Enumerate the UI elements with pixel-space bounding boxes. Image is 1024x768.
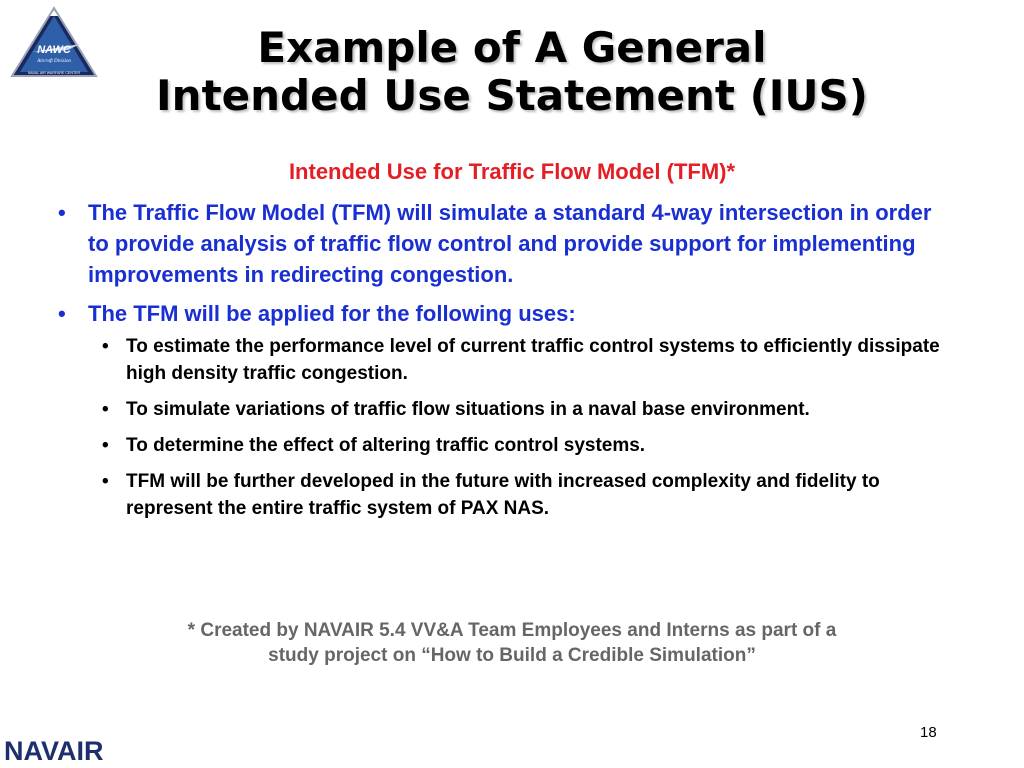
page-number: 18 [920,724,937,741]
sub-bullet-item-1 [96,333,958,387]
bullet-item-1 [58,197,958,290]
page-title [0,24,1024,120]
logo-text-bottom: NAVAL AIR WARFARE CENTER [27,71,81,75]
sub-bullet-text: To estimate the performance level of current traffic control systems to efficiently dissipate high density traffic congestion. [126,336,940,384]
bullet-symbol: • [58,200,66,225]
bullet-text: The TFM will be applied for the following uses: [88,301,576,326]
footnote-line-1: * Created by NAVAIR 5.4 VV&A Team Employees and Interns as part of a [187,620,837,641]
sub-bullet-item-4 [96,468,958,522]
sub-bullet-symbol: • [102,435,109,456]
footnote [0,618,1024,668]
subtitle: Intended Use for Traffic Flow Model (TFM)* [288,159,736,184]
sub-bullet-text: To simulate variations of traffic flow situations in a naval base environment. [126,399,810,420]
title-line-1: Example of A General [257,23,767,72]
bullet-list [58,197,958,531]
footnote-line-2: study project on “How to Build a Credible Simulation” [268,645,756,666]
sub-bullet-text: To determine the effect of altering traffic control systems. [126,435,646,456]
sub-bullet-list [96,333,958,522]
bullet-symbol: • [58,301,66,326]
sub-bullet-item-2 [96,396,958,423]
sub-bullet-text: TFM will be further developed in the future with increased complexity and fidelity to represent the entire traffic system of PAX NAS. [126,471,880,519]
sub-bullet-item-3 [96,432,958,459]
sub-bullet-symbol: • [102,471,109,492]
bullet-text: The Traffic Flow Model (TFM) will simulate a standard 4-way intersection in order to provide analysis of traffic flow control and provide support for implementing improvements in redirecting congestion. [88,200,932,287]
sub-bullet-symbol: • [102,336,109,357]
title-line-2: Intended Use Statement (IUS) [156,71,868,120]
logo-text-main: NAWC [37,44,71,56]
navair-brand-logo: NAVAIR [4,736,104,766]
logo-text-sub: Aircraft Division [37,59,71,64]
sub-bullet-symbol: • [102,399,109,420]
bullet-item-2 [58,298,958,522]
